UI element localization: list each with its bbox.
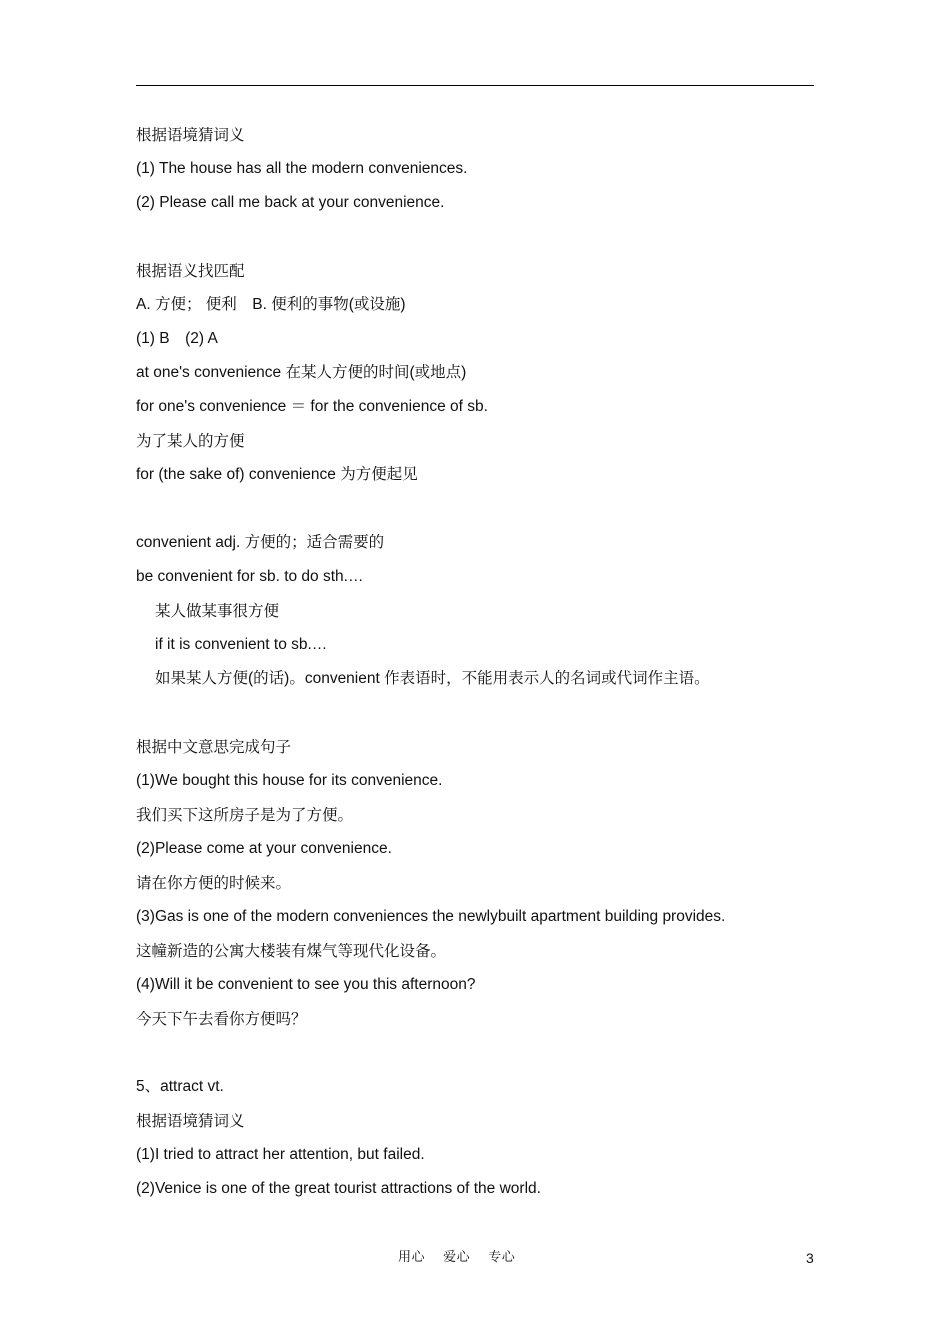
page-number: 3 xyxy=(806,1250,814,1266)
document-body xyxy=(136,118,826,1206)
example-sentence: (2)Please come at your convenience. xyxy=(136,840,392,857)
phrase-line: be convenient for sb. to do sth.… xyxy=(136,568,364,585)
example-sentence: (2)Venice is one of the great tourist attractions of the world. xyxy=(136,1180,541,1197)
example-sentence: (3)Gas is one of the modern conveniences the newlybuilt apartment building provides. xyxy=(136,908,726,925)
section-heading: 根据语境猜词义 xyxy=(136,1112,245,1130)
vocab-entry: 5、attract vt. xyxy=(136,1078,224,1095)
sentence-translation: 今天下午去看你方便吗？ xyxy=(136,1010,307,1028)
phrase-line: for one's convenience ＝ for the convenience of sb. xyxy=(136,398,488,415)
spacer xyxy=(136,220,826,254)
sentence-translation: 这幢新造的公寓大楼装有煤气等现代化设备。 xyxy=(136,942,447,960)
spacer xyxy=(136,696,826,730)
example-sentence: (2) Please call me back at your convenience. xyxy=(136,194,445,211)
usage-note: 如果某人方便(的话)。convenient 作表语时，不能用表示人的名词或代词作主语。 xyxy=(155,670,710,687)
section-heading: 根据语义找匹配 xyxy=(136,262,245,280)
section-heading: 根据中文意思完成句子 xyxy=(136,738,292,756)
example-sentence: (4)Will it be convenient to see you this afternoon? xyxy=(136,976,476,993)
phrase-line: for (the sake of) convenience 为方便起见 xyxy=(136,466,418,483)
vocab-entry: convenient adj. 方便的；适合需要的 xyxy=(136,534,385,551)
phrase-translation: 为了某人的方便 xyxy=(136,432,245,450)
phrase-line: at one's convenience 在某人方便的时间(或地点) xyxy=(136,364,467,381)
spacer xyxy=(136,1036,826,1070)
sentence-translation: 请在你方便的时候来。 xyxy=(136,874,292,892)
definition-options: A. 方便； 便利 B. 便利的事物(或设施) xyxy=(136,296,406,313)
footer-motto: 用心 爱心 专心 xyxy=(398,1250,516,1265)
section-heading: 根据语境猜词义 xyxy=(136,126,245,144)
example-sentence: (1)We bought this house for its convenience. xyxy=(136,772,443,789)
page-footer xyxy=(0,1247,950,1269)
answer-line: (1) B (2) A xyxy=(136,330,218,347)
phrase-translation: 某人做某事很方便 xyxy=(155,602,280,620)
header-rule xyxy=(136,85,814,86)
example-sentence: (1) The house has all the modern conveniences. xyxy=(136,160,468,177)
spacer xyxy=(136,492,826,526)
sentence-translation: 我们买下这所房子是为了方便。 xyxy=(136,806,354,824)
phrase-line: if it is convenient to sb.… xyxy=(155,636,328,653)
example-sentence: (1)I tried to attract her attention, but failed. xyxy=(136,1146,425,1163)
